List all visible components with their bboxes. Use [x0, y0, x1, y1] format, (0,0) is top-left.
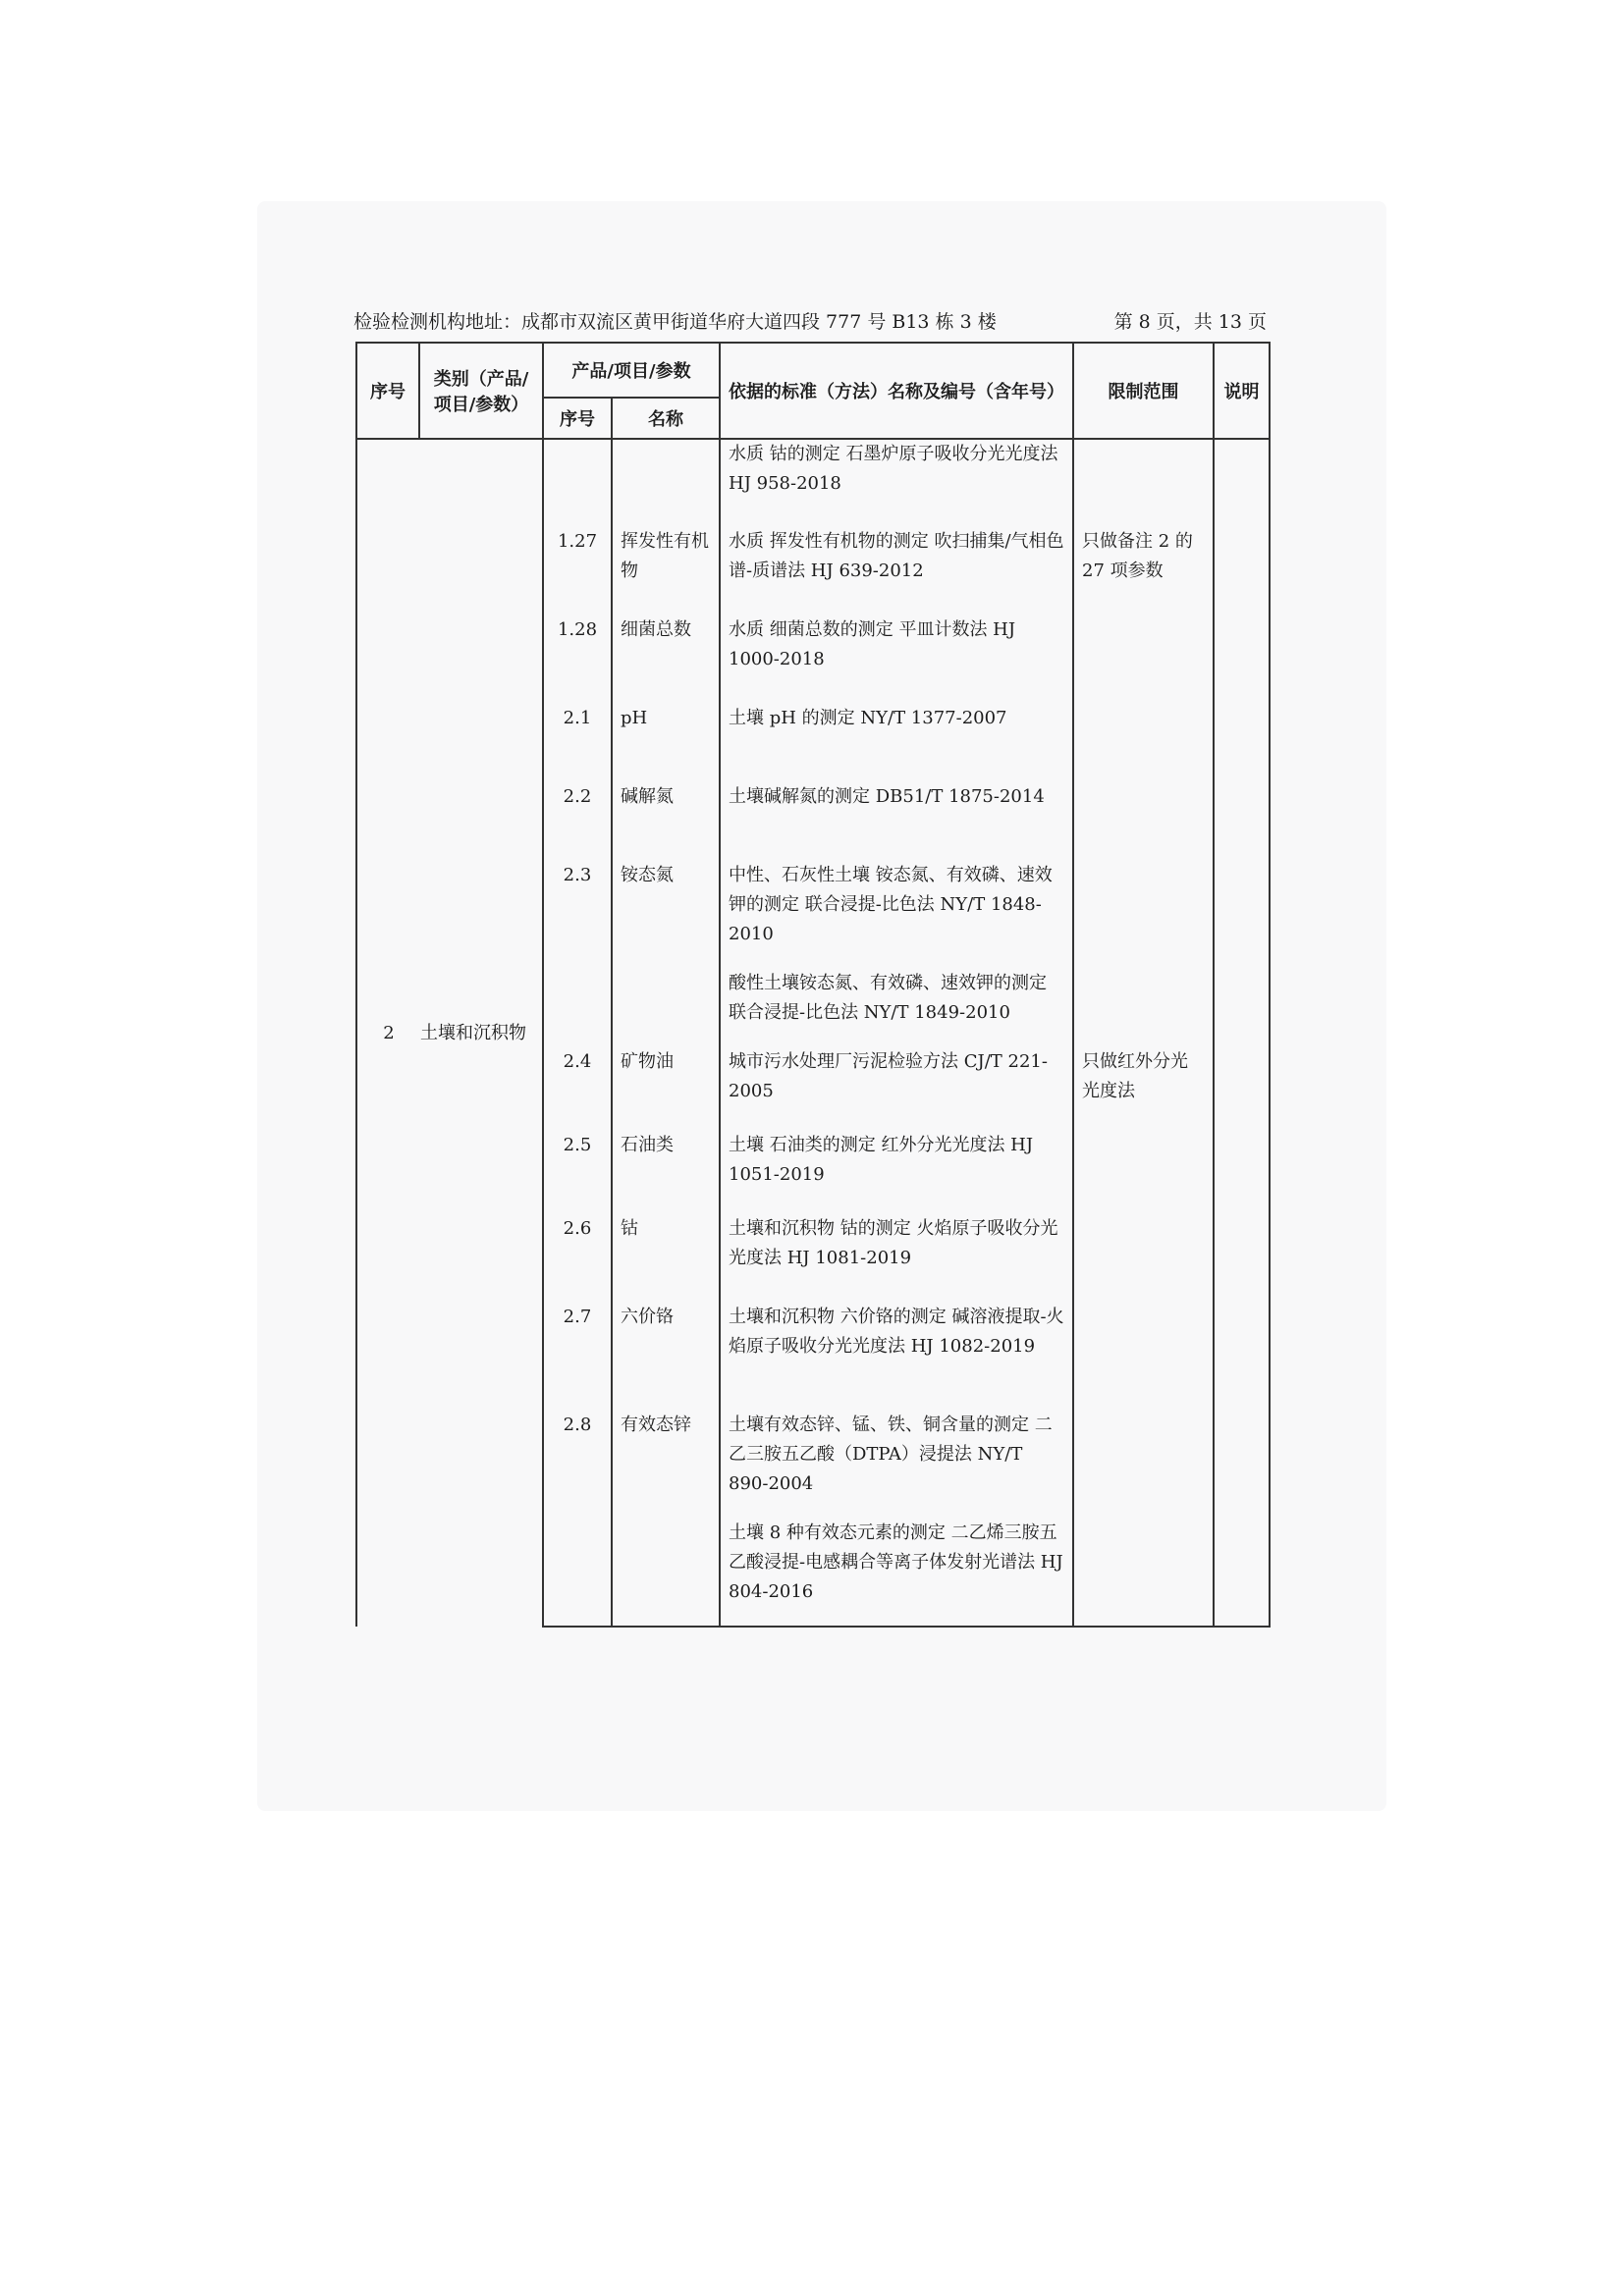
limit-text: [1073, 1411, 1214, 1519]
header-note: 说明: [1214, 343, 1270, 439]
item-name: [612, 439, 720, 527]
page-header: [353, 304, 1267, 340]
item-name: 挥发性有机物: [612, 527, 720, 615]
note-text: [1214, 1214, 1270, 1303]
item-name: pH: [612, 704, 720, 782]
item-seq: 2.4: [543, 1047, 612, 1131]
note-text: [1214, 969, 1270, 1047]
item-seq: 2.6: [543, 1214, 612, 1303]
item-seq: 1.27: [543, 527, 612, 615]
standard-text: 土壤和沉积物 钴的测定 火焰原子吸收分光光度法 HJ 1081-2019: [720, 1214, 1073, 1303]
table-row: [356, 439, 1270, 527]
limit-text: [1073, 1214, 1214, 1303]
limit-text: [1073, 439, 1214, 527]
category-name: 土壤和沉积物: [420, 1022, 526, 1043]
note-text: [1214, 1303, 1270, 1411]
standard-text: 土壤碱解氮的测定 DB51/T 1875-2014: [720, 782, 1073, 861]
item-name: 六价铬: [612, 1303, 720, 1411]
note-text: [1214, 527, 1270, 615]
note-text: [1214, 615, 1270, 704]
limit-text: [1073, 782, 1214, 861]
lab-address: 检验检测机构地址：成都市双流区黄甲街道华府大道四段 777 号 B13 栋 3 楼: [353, 311, 997, 333]
standard-text: 水质 钴的测定 石墨炉原子吸收分光光度法 HJ 958-2018: [720, 439, 1073, 527]
header-item-name: 名称: [612, 398, 720, 439]
item-seq: 2.1: [543, 704, 612, 782]
limit-text: 只做红外分光光度法: [1073, 1047, 1214, 1131]
limit-text: [1073, 1303, 1214, 1411]
note-text: [1214, 1131, 1270, 1214]
category-cell: [356, 439, 543, 1627]
item-seq: [543, 439, 612, 527]
item-name: 铵态氮: [612, 861, 720, 969]
standard-text: 土壤 pH 的测定 NY/T 1377-2007: [720, 704, 1073, 782]
item-seq: 2.7: [543, 1303, 612, 1411]
note-text: [1214, 782, 1270, 861]
table-header-row: [356, 343, 1270, 398]
scope-table: [355, 342, 1271, 1628]
standard-text: 土壤 8 种有效态元素的测定 二乙烯三胺五乙酸浸提-电感耦合等离子体发射光谱法 HJ 804-2016: [720, 1519, 1073, 1627]
item-seq: [543, 969, 612, 1047]
limit-text: [1073, 861, 1214, 969]
header-limit: 限制范围: [1073, 343, 1214, 439]
item-name: [612, 1519, 720, 1627]
header-category: 类别（产品/项目/参数）: [419, 343, 543, 439]
header-item-seq: 序号: [543, 398, 612, 439]
item-name: [612, 969, 720, 1047]
limit-text: 只做备注 2 的 27 项参数: [1073, 527, 1214, 615]
note-text: [1214, 1411, 1270, 1519]
limit-text: [1073, 615, 1214, 704]
item-name: 钴: [612, 1214, 720, 1303]
note-text: [1214, 861, 1270, 969]
note-text: [1214, 704, 1270, 782]
item-name: 矿物油: [612, 1047, 720, 1131]
header-standard: 依据的标准（方法）名称及编号（含年号）: [720, 343, 1073, 439]
note-text: [1214, 1047, 1270, 1131]
header-item-group: 产品/项目/参数: [543, 343, 720, 398]
item-seq: [543, 1519, 612, 1627]
item-seq: 2.5: [543, 1131, 612, 1214]
standard-text: 水质 细菌总数的测定 平皿计数法 HJ 1000-2018: [720, 615, 1073, 704]
item-seq: 2.2: [543, 782, 612, 861]
standard-text: 土壤 石油类的测定 红外分光光度法 HJ 1051-2019: [720, 1131, 1073, 1214]
standard-text: 土壤有效态锌、锰、铁、铜含量的测定 二乙三胺五乙酸（DTPA）浸提法 NY/T 890-2004: [720, 1411, 1073, 1519]
limit-text: [1073, 704, 1214, 782]
page-number: 第 8 页，共 13 页: [1113, 311, 1267, 333]
note-text: [1214, 1519, 1270, 1627]
item-name: 碱解氮: [612, 782, 720, 861]
item-seq: 2.8: [543, 1411, 612, 1519]
standard-text: 水质 挥发性有机物的测定 吹扫捕集/气相色谱-质谱法 HJ 639-2012: [720, 527, 1073, 615]
standard-text: 中性、石灰性土壤 铵态氮、有效磷、速效钾的测定 联合浸提-比色法 NY/T 1848-2010: [720, 861, 1073, 969]
item-name: 细菌总数: [612, 615, 720, 704]
header-seq: 序号: [356, 343, 419, 439]
standard-text: 城市污水处理厂污泥检验方法 CJ/T 221-2005: [720, 1047, 1073, 1131]
item-name: 石油类: [612, 1131, 720, 1214]
standard-text: 酸性土壤铵态氮、有效磷、速效钾的测定 联合浸提-比色法 NY/T 1849-2010: [720, 969, 1073, 1047]
item-seq: 2.3: [543, 861, 612, 969]
limit-text: [1073, 1131, 1214, 1214]
standard-text: 土壤和沉积物 六价铬的测定 碱溶液提取-火焰原子吸收分光光度法 HJ 1082-2019: [720, 1303, 1073, 1411]
limit-text: [1073, 1519, 1214, 1627]
item-seq: 1.28: [543, 615, 612, 704]
item-name: 有效态锌: [612, 1411, 720, 1519]
limit-text: [1073, 969, 1214, 1047]
note-text: [1214, 439, 1270, 527]
category-seq: 2: [383, 1022, 395, 1043]
